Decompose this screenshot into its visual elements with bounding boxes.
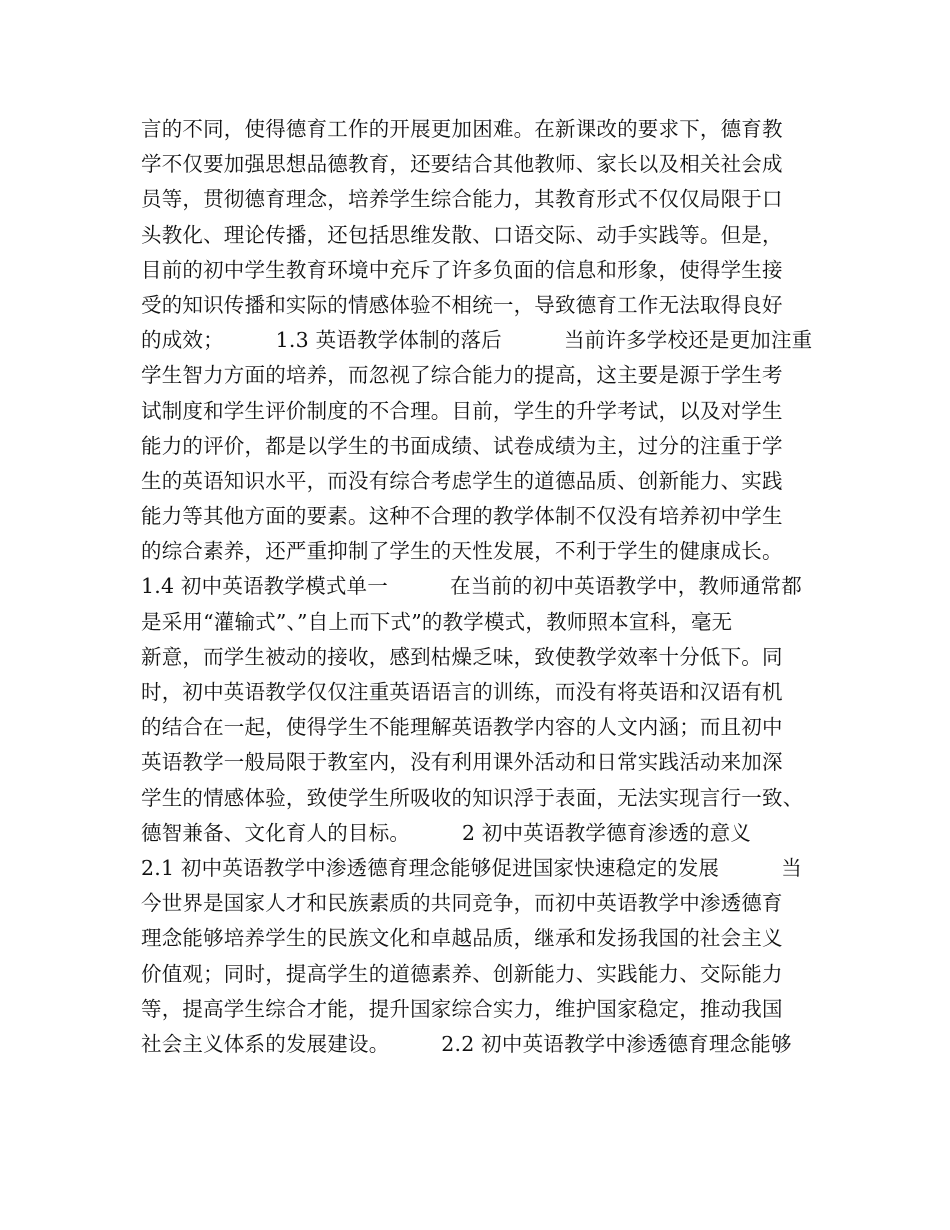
text-line: 今世界是国家人才和民族素质的共同竞争，而初中英语教学中渗透德育 bbox=[141, 891, 783, 916]
text-line: 能力的评价，都是以学生的书面成绩、试卷成绩为主，过分的注重于学 bbox=[141, 433, 783, 458]
text-line: 试制度和学生评价制度的不合理。目前，学生的升学考试，以及对学生 bbox=[141, 398, 783, 423]
text-line: 生的英语知识水平，而没有综合考虑学生的道德品质、创新能力、实践 bbox=[141, 468, 783, 493]
text-line: 的成效； 1.3 英语教学体制的落后 当前许多学校还是更加注重 bbox=[141, 328, 813, 353]
text-line: 的综合素养，还严重抑制了学生的天性发展，不利于学生的健康成长。 bbox=[141, 539, 783, 564]
text-line: 1.4 初中英语教学模式单一 在当前的初中英语教学中，教师通常都 bbox=[141, 574, 802, 599]
text-line: 学生智力方面的培养，而忽视了综合能力的提高，这主要是源于学生考 bbox=[141, 363, 783, 388]
body-text bbox=[141, 112, 831, 1062]
text-line: 等，提高学生综合才能，提升国家综合实力，维护国家稳定，推动我国 bbox=[141, 996, 783, 1021]
text-line: 学不仅要加强思想品德教育，还要结合其他教师、家长以及相关社会成 bbox=[141, 152, 783, 177]
text-line: 员等，贯彻德育理念，培养学生综合能力，其教育形式不仅仅局限于口 bbox=[141, 187, 783, 212]
text-line: 价值观；同时，提高学生的道德素养、创新能力、实践能力、交际能力 bbox=[141, 961, 783, 986]
text-line: 时，初中英语教学仅仅注重英语语言的训练，而没有将英语和汉语有机 bbox=[141, 680, 783, 704]
text-line: 言的不同，使得德育工作的开展更加困难。在新课改的要求下，德育教 bbox=[141, 117, 783, 141]
text-line: 社会主义体系的发展建设。 2.2 初中英语教学中渗透德育理念能够 bbox=[141, 1031, 792, 1056]
text-line: 2.1 初中英语教学中渗透德育理念能够促进国家快速稳定的发展 当 bbox=[141, 855, 802, 880]
text-line: 英语教学一般局限于教室内，没有利用课外活动和日常实践活动来加深 bbox=[141, 750, 783, 775]
text-line: 是采用“灌输式”、”自上而下式”的教学模式，教师照本宣科，毫无 bbox=[141, 609, 733, 634]
text-line: 头教化、理论传播，还包括思维发散、口语交际、动手实践等。但是， bbox=[141, 222, 783, 247]
text-line: 目前的初中学生教育环境中充斥了许多负面的信息和形象，使得学生接 bbox=[141, 257, 783, 282]
text-line: 的结合在一起，使得学生不能理解英语教学内容的人文内涵；而且初中 bbox=[141, 715, 783, 740]
text-line: 能力等其他方面的要素。这种不合理的教学体制不仅没有培养初中学生 bbox=[141, 504, 783, 529]
text-line: 德智兼备、文化育人的目标。 2 初中英语教学德育渗透的意义 bbox=[141, 820, 752, 845]
text-line: 受的知识传播和实际的情感体验不相统一，导致德育工作无法取得良好 bbox=[141, 292, 783, 317]
text-line: 新意，而学生被动的接收，感到枯燥乏味，致使教学效率十分低下。同 bbox=[141, 644, 783, 669]
text-line: 学生的情感体验，致使学生所吸收的知识浮于表面，无法实现言行一致、 bbox=[141, 785, 804, 810]
text-line: 理念能够培养学生的民族文化和卓越品质，继承和发扬我国的社会主义 bbox=[141, 926, 783, 951]
